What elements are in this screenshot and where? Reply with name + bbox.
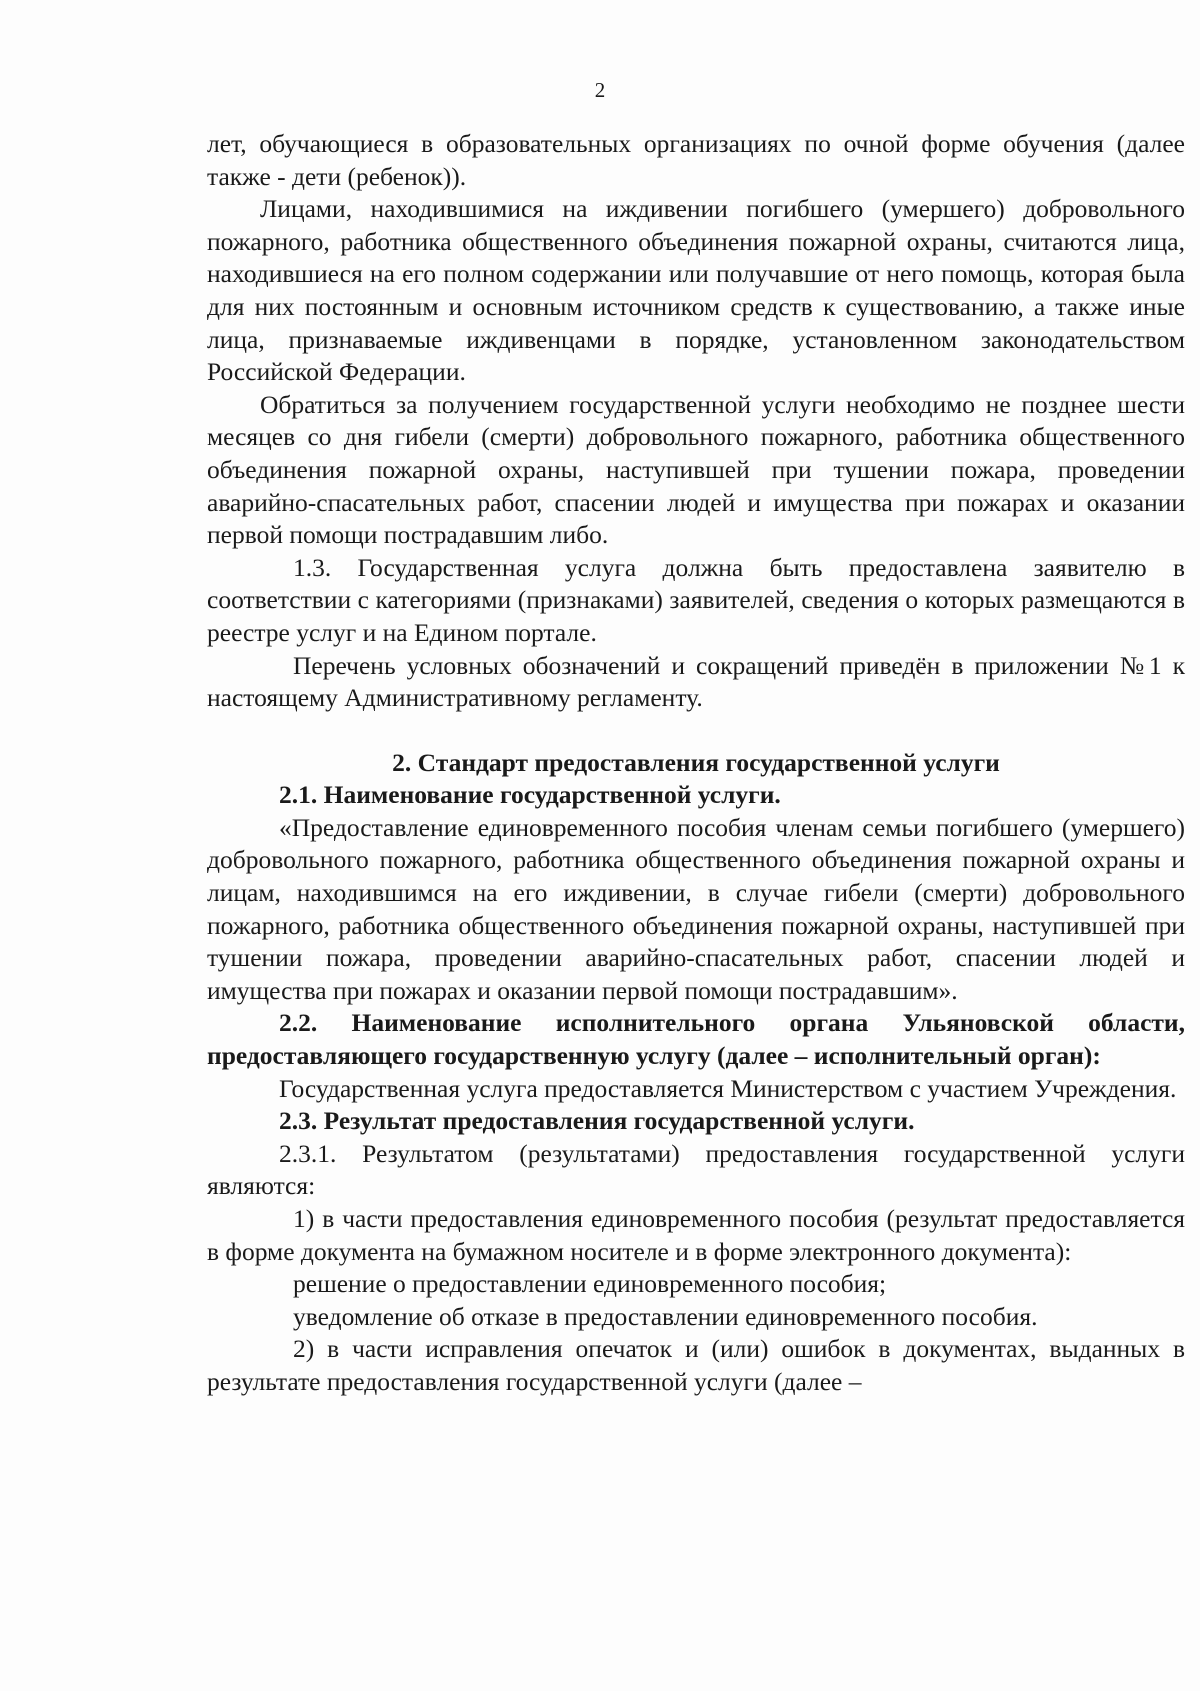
paragraph-item-2: 2) в части исправления опечаток и (или) ошибок в документах, выданных в результате предоставления государственной услуги (далее –: [207, 1334, 1185, 1396]
section-gap: [207, 715, 1185, 747]
paragraph-continuation: лет, обучающиеся в образовательных организациях по очной форме обучения (далее также - дети (ребенок)).: [207, 129, 1185, 191]
paragraph-1-3: 1.3. Государственная услуга должна быть предоставлена заявителю в соответствии с категориями (признаками) заявителей, сведения о которых размещаются в реестре услуг и на Едином портале.: [207, 552, 1185, 647]
subsection-2-3-heading: 2.3. Результат предоставления государственной услуги.: [279, 1106, 915, 1136]
paragraph-dependents: Лицами, находившимися на иждивении погибшего (умершего) добровольного пожарного, работника общественного объединения пожарной охраны, считаются лица, находившиеся на его полном содержании или получавшие от него помощь, которая была для них постоянным и основным источником средств к существованию, а также иные лица, признаваемые иждивенцами в порядке, установленном законодательством Российской Федерации.: [207, 194, 1185, 387]
paragraph-deadline: Обратиться за получением государственной услуги необходимо не позднее шести месяцев со дня гибели (смерти) добровольного пожарного, работника общественного объединения пожарной охраны, наступившей при тушении пожара, проведении аварийно-спасательных работ, спасении людей и имущества при пожарах и оказании первой помощи пострадавшим либо.: [207, 389, 1185, 550]
subsection-2-1-heading: 2.1. Наименование государственной услуги.: [279, 780, 781, 810]
paragraph-refusal: уведомление об отказе в предоставлении единовременного пособия.: [293, 1301, 1038, 1331]
paragraph-2-3-1: 2.3.1. Результатом (результатами) предоставления государственной услуги являются:: [207, 1138, 1185, 1201]
paragraph-decision: решение о предоставлении единовременного пособия;: [293, 1269, 887, 1299]
section-2-heading: 2. Стандарт предоставления государственной услуги: [392, 747, 1000, 777]
paragraph-item-1: 1) в части предоставления единовременного пособия (результат предоставляется в форме документа на бумажном носителе и в форме электронного документа):: [207, 1204, 1185, 1266]
paragraph-service-name: «Предоставление единовременного пособия членам семьи погибшего (умершего) добровольного пожарного, работника общественного объединения пожарной охраны и лицам, находившимся на его иждивении, в случае гибели (смерти) добровольного пожарного, работника общественного объединения пожарной охраны, наступившей при тушении пожара, проведении аварийно-спасательных работ, спасении людей и имущества при пожарах и оказании первой помощи пострадавшим».: [207, 812, 1185, 1005]
subsection-2-2-heading: 2.2. Наименование исполнительного органа Ульяновской области, предоставляющего государственную услугу (далее – исполнительный орган):: [207, 1008, 1185, 1071]
document-body: [207, 128, 1185, 1399]
paragraph-executive-body: Государственная услуга предоставляется Министерством с участием Учреждения.: [279, 1073, 1177, 1103]
page-number: 2: [594, 78, 606, 102]
paragraph-abbreviations: Перечень условных обозначений и сокращений приведён в приложении №1 к настоящему Административному регламенту.: [207, 650, 1185, 713]
